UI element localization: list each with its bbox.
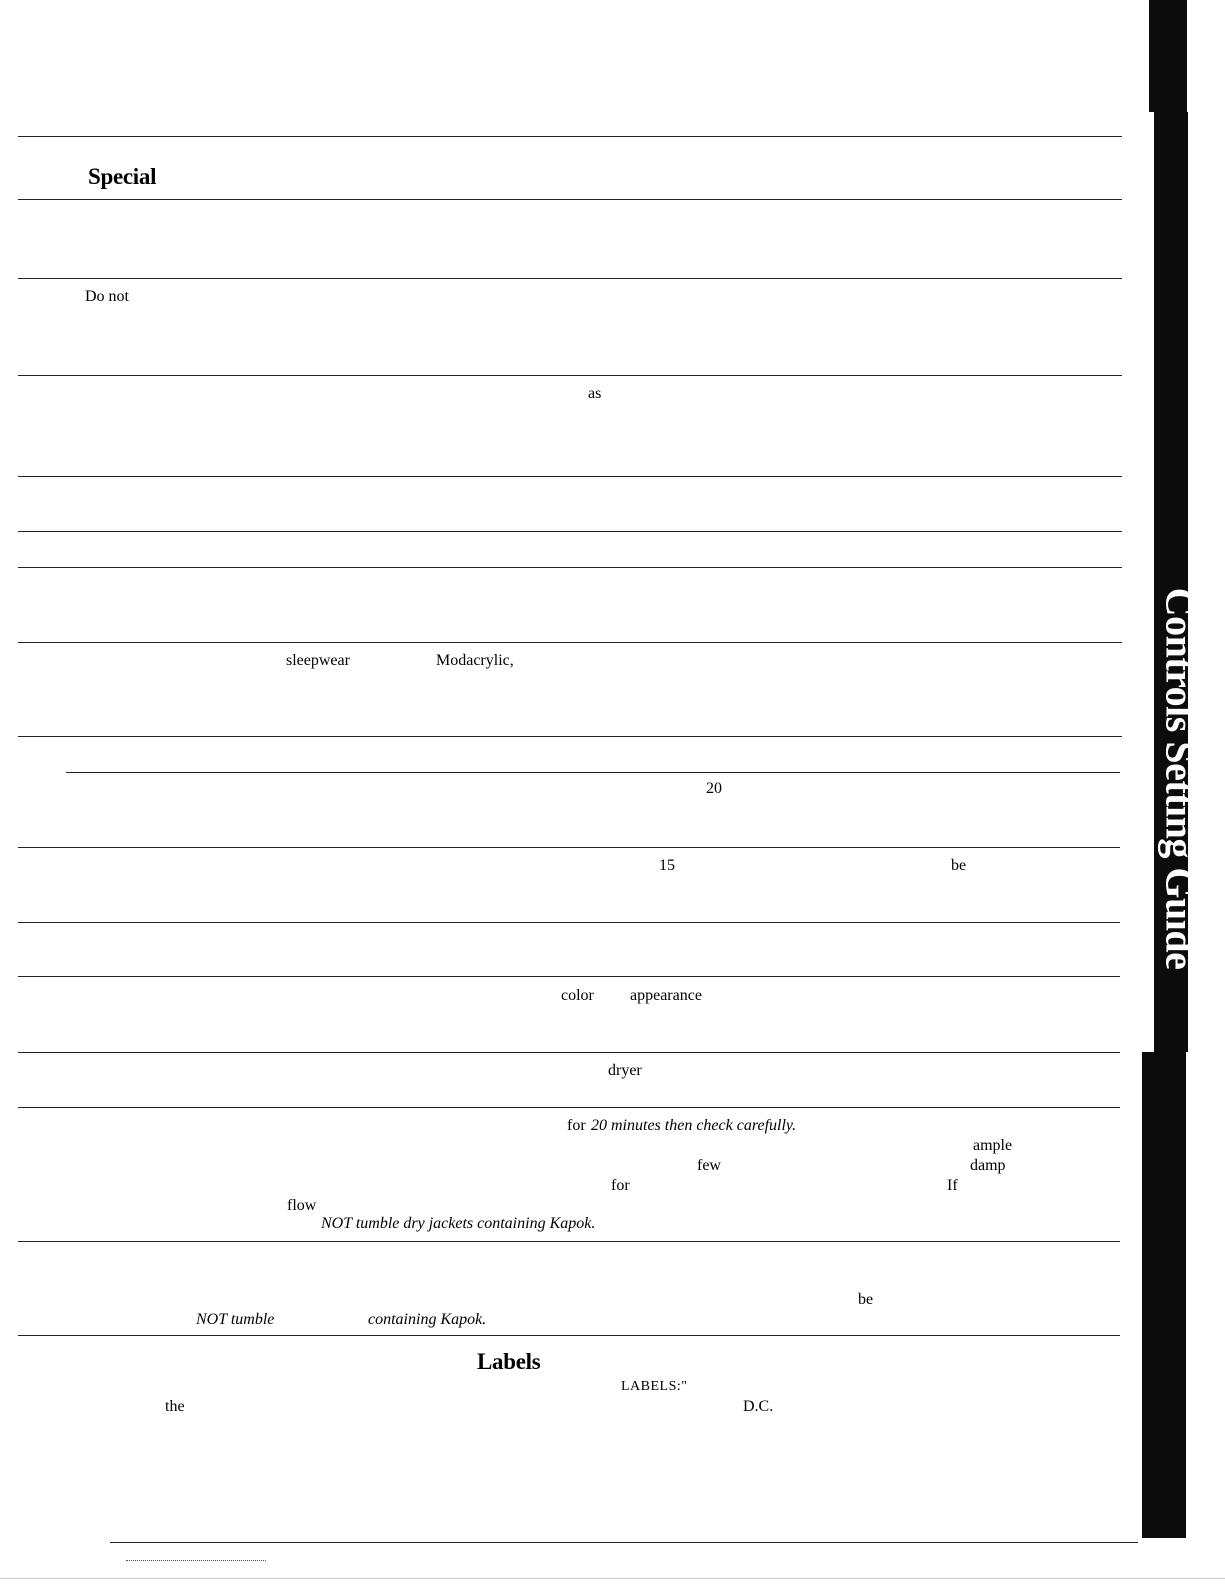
- row-text: Do not: [85, 288, 129, 305]
- page-bottom-rule: [110, 1542, 1138, 1543]
- section-tab-top: [1149, 0, 1187, 112]
- row-text: Modacrylic,: [436, 652, 514, 669]
- row-text: D.C.: [743, 1398, 774, 1415]
- row-text: sleepwear: [286, 652, 350, 669]
- row-text: few: [697, 1157, 721, 1174]
- row-text-italic: containing Kapok.: [368, 1311, 487, 1328]
- page-bottom-dotted-rule: [126, 1560, 266, 1561]
- table-rule: [18, 642, 1122, 643]
- section-tab-bottom: [1142, 1052, 1186, 1538]
- row-text: color: [561, 987, 594, 1004]
- table-rule: [18, 976, 1120, 977]
- row-text: LABELS:": [621, 1379, 688, 1394]
- row-text: for: [567, 1117, 586, 1134]
- row-text: damp: [970, 1157, 1006, 1174]
- row-text: 20: [706, 780, 722, 797]
- special-heading: Special: [88, 164, 157, 189]
- row-text: 15: [659, 857, 675, 874]
- row-text: be: [951, 857, 967, 874]
- table-rule: [18, 1335, 1120, 1336]
- table-rule: [66, 772, 1120, 773]
- row-text-italic: NOT tumble dry jackets containing Kapok.: [321, 1215, 596, 1232]
- labels-heading: Labels: [477, 1349, 541, 1374]
- table-rule: [18, 922, 1120, 923]
- table-rule: [18, 476, 1122, 477]
- table-rule: [18, 567, 1122, 568]
- section-tab-title: Controls Setting Guide: [1157, 587, 1203, 969]
- row-text: appearance: [630, 987, 702, 1004]
- table-rule: [18, 136, 1122, 137]
- table-rule: [18, 1107, 1120, 1108]
- page-bottom-faint-rule: [0, 1578, 1225, 1579]
- row-text: flow: [287, 1197, 317, 1214]
- row-text: ample: [973, 1137, 1013, 1154]
- table-rule: [18, 736, 1122, 737]
- row-text: as: [588, 385, 602, 402]
- row-text: the: [165, 1398, 185, 1415]
- row-text: be: [858, 1291, 874, 1308]
- row-text: dryer: [608, 1062, 642, 1079]
- section-tab-label: [1157, 587, 1203, 969]
- row-text-italic: NOT tumble: [196, 1311, 275, 1328]
- row-text: If: [947, 1177, 958, 1194]
- row-text-italic: 20 minutes then check carefully.: [591, 1117, 797, 1134]
- table-rule: [18, 1052, 1120, 1053]
- table-rule: [18, 199, 1122, 200]
- table-rule: [18, 375, 1122, 376]
- table-rule: [18, 531, 1122, 532]
- row-text: for: [611, 1177, 630, 1194]
- table-rule: [18, 847, 1120, 848]
- table-rule: [18, 1241, 1120, 1242]
- table-rule: [18, 278, 1122, 279]
